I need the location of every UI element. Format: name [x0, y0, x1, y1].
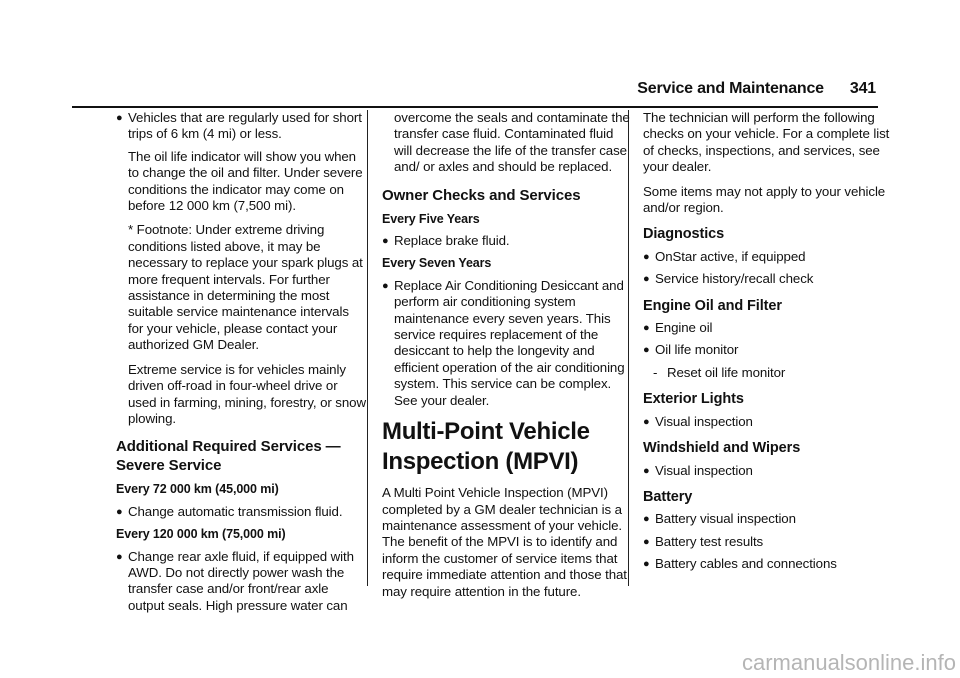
list-item: ● Battery test results [643, 533, 764, 549]
column-1 [116, 110, 366, 620]
bullet-icon: ● [643, 250, 650, 263]
sub-list-item: - Reset oil life monitor [653, 364, 786, 380]
list-item: ● Replace brake fluid. [382, 233, 510, 249]
footnote: * Footnote: Under extreme driving conditions listed above, it may be necessary to replace your spark plugs at more frequent intervals. For further assistance in determining the most suitable service maintenance intervals for your vehicle, please contact your authorized GM Dealer. [128, 222, 363, 353]
bullet-icon: ● [116, 112, 123, 124]
bullet-icon: ● [643, 464, 650, 477]
bullet-icon: ● [116, 505, 123, 518]
list-item: ● Replace Air Conditioning Desiccant and perform air conditioning system maintenance every seven years. This service requires replacement of the desiccant to help the longevity and efficient operation of the air conditioning system. This service can be complex. See your dealer. [382, 277, 625, 408]
header-rule [72, 106, 878, 108]
subheading-72000: Every 72 000 km (45,000 mi) [116, 482, 279, 497]
paragraph: overcome the seals and contaminate the transfer case fluid. Contaminated fluid will decrease the life of the transfer case and/ or axles and should be replaced. [394, 110, 630, 175]
list-item: ● Change automatic transmission fluid. [116, 503, 343, 519]
paragraph: Extreme service is for vehicles mainly driven off-road in four-wheel drive or used in farming, mining, forestry, or snow plowing. [128, 361, 366, 426]
heading-mpvi: Multi-Point Vehicle Inspection (MPVI) [382, 418, 590, 476]
subheading-seven-years: Every Seven Years [382, 256, 492, 271]
heading-additional-services: Additional Required Services — Severe Service [116, 438, 341, 475]
dash-icon: - [653, 364, 658, 380]
bullet-icon: ● [643, 344, 650, 357]
list-item: ● Battery cables and connections [643, 556, 837, 572]
paragraph: The oil life indicator will show you when to change the oil and filter. Under severe conditions the indicator may come on before 12 000 km (7,500 mi). [128, 148, 363, 214]
column-divider-1 [367, 110, 368, 586]
bullet-icon: ● [643, 535, 650, 548]
bullet-icon: ● [643, 558, 650, 571]
watermark-text: carmanualsonline.info [741, 650, 956, 675]
paragraph: Some items may not apply to your vehicle and/or region. [643, 183, 886, 216]
heading-exterior-lights: Exterior Lights [643, 391, 744, 408]
bullet-icon: ● [643, 415, 650, 428]
list-item: ● Vehicles that are regularly used for short trips of 6 km (4 mi) or less. [116, 110, 362, 142]
bullet-icon: ● [643, 513, 650, 526]
column-3 [643, 110, 893, 579]
page-header [582, 80, 876, 98]
section-title: Service and Maintenance [637, 80, 824, 97]
heading-windshield: Windshield and Wipers [643, 440, 801, 457]
paragraph: The technician will perform the following checks on your vehicle. For a complete list of checks, inspections, and services, see your dealer. [643, 110, 890, 175]
heading-diagnostics: Diagnostics [643, 226, 725, 243]
list-item: ● Change rear axle fluid, if equipped with AWD. Do not directly power wash the transfer case and/or front/rear axle output seals. High pressure water can [116, 548, 354, 613]
bullet-icon: ● [643, 273, 650, 286]
heading-battery: Battery [643, 488, 693, 505]
subheading-120000: Every 120 000 km (75,000 mi) [116, 527, 286, 542]
bullet-icon: ● [643, 322, 650, 335]
heading-engine-oil: Engine Oil and Filter [643, 297, 782, 314]
heading-owner-checks: Owner Checks and Services [382, 186, 581, 204]
page-number: 341 [849, 80, 876, 97]
list-item: ● Service history/recall check [643, 271, 814, 287]
list-item: ● Visual inspection [643, 413, 753, 429]
paragraph: A Multi Point Vehicle Inspection (MPVI) completed by a GM dealer technician is a maintenance assessment of your vehicle. The benefit of the MPVI is to identify and inform the customer of service items that require immediate attention and those that may require attention in the future. [382, 485, 627, 599]
subheading-five-years: Every Five Years [382, 211, 480, 226]
bullet-icon: ● [116, 550, 123, 563]
bullet-icon: ● [382, 279, 389, 292]
list-item: ● OnStar active, if equipped [643, 248, 806, 264]
list-item: ● Engine oil [643, 320, 713, 336]
list-item: ● Oil life monitor [643, 342, 739, 358]
list-item: ● Visual inspection [643, 462, 753, 478]
list-item: ● Battery visual inspection [643, 511, 796, 527]
bullet-icon: ● [382, 235, 389, 248]
column-2 [382, 110, 632, 608]
